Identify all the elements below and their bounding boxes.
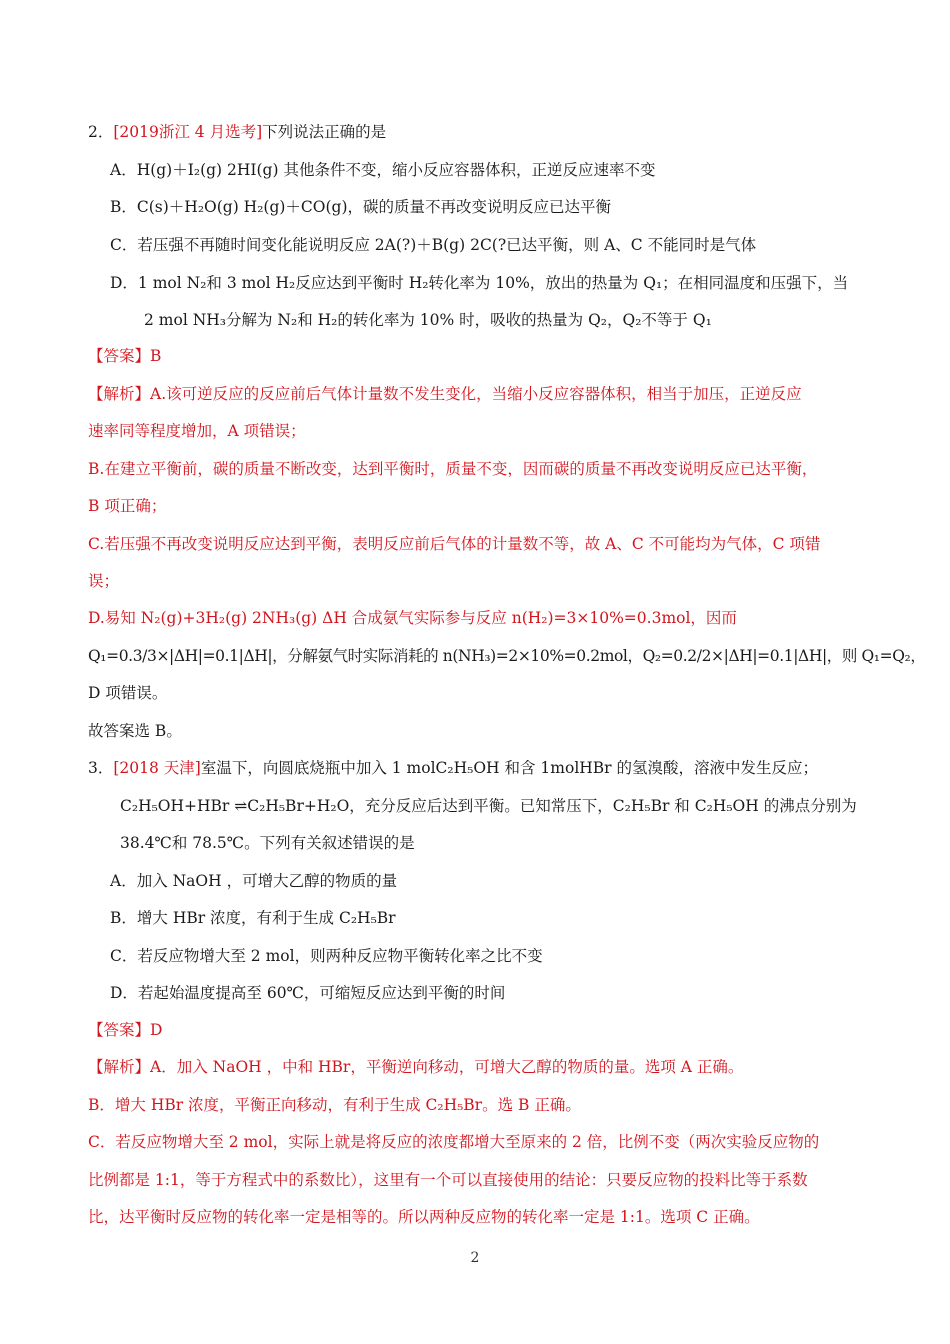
q2-analysis-line [88, 383, 802, 405]
q2-analysis-line: D.易知 N₂(g)+3H₂(g) 2NH₃(g) ΔH 合成氨气实际参与反应 n(H₂)=3×10%=0.3mol，因而 [88, 609, 737, 627]
q2-option-c: C．若压强不再随时间变化能说明反应 2A(?)＋B(g) 2C(?已达平衡，则 A、C 不能同时是气体 [110, 236, 757, 254]
q2-source: [2019浙江 4 月选考] [113, 123, 263, 141]
q3-stem-line3: 38.4℃和 78.5℃。下列有关叙述错误的是 [120, 834, 415, 852]
q2-analysis-line: B.在建立平衡前，碳的质量不断改变，达到平衡时，质量不变，因而碳的质量不再改变说明反应已达平衡， [88, 460, 818, 478]
q3-analysis-line [88, 1056, 743, 1078]
q3-answer-tag: 【答案】 [88, 1021, 151, 1039]
q2-answer-value: B [150, 347, 162, 365]
q2-option-d-line1: D．1 mol N₂和 3 mol H₂反应达到平衡时 H₂转化率为 10%，放出的热量为 Q₁；在相同温度和压强下，当 [110, 274, 849, 292]
q3-option-d: D．若起始温度提高至 60℃，可缩短反应达到平衡的时间 [110, 984, 506, 1002]
q3-answer-value: D [150, 1021, 163, 1039]
q2-analysis-line: 故答案选 B。 [88, 722, 182, 740]
q2-number: 2． [88, 123, 114, 141]
q2-option-a: A．H(g)＋I₂(g) 2HI(g) 其他条件不变，缩小反应容器体积，正逆反应速率不变 [110, 161, 656, 179]
q2-header [88, 121, 386, 143]
q3-stem-line2: C₂H₅OH+HBr ⇌C₂H₅Br+H₂O，充分反应后达到平衡。已知常压下，C₂H₅Br 和 C₂H₅OH 的沸点分别为 [120, 797, 857, 815]
q3-analysis-tag: 【解析】 [88, 1058, 151, 1076]
q2-analysis-line: 速率同等程度增加，A 项错误； [88, 422, 306, 440]
page-number: 2 [470, 1250, 480, 1266]
q2-stem: 下列说法正确的是 [262, 123, 387, 141]
q2-option-b: B．C(s)＋H₂O(g) H₂(g)＋CO(g)，碳的质量不再改变说明反应已达平衡 [110, 198, 612, 216]
q3-analysis-line: C．若反应物增大至 2 mol，实际上就是将反应的浓度都增大至原来的 2 倍，比例不变（两次实验反应物的 [88, 1133, 820, 1151]
q2-analysis-line: 误； [88, 572, 120, 590]
q3-number: 3． [88, 759, 114, 777]
q2-analysis-text: A.该可逆反应的反应前后气体计量数不发生变化，当缩小反应容器体积，相当于加压，正逆反应 [150, 385, 802, 403]
q3-analysis-line: 比例都是 1:1，等于方程式中的系数比），这里有一个可以直接使用的结论：只要反应物的投料比等于系数 [88, 1171, 808, 1189]
q3-analysis-text: A．加入 NaOH ，中和 HBr，平衡逆向移动，可增大乙醇的物质的量。选项 A 正确。 [150, 1058, 744, 1076]
q2-analysis-line: D 项错误。 [88, 684, 168, 702]
q2-analysis-line: B 项正确； [88, 497, 167, 515]
q2-analysis-line: Q₁=0.3/3×|ΔH|=0.1|ΔH|，分解氨气时实际消耗的 n(NH₃)=2×10%=0.2mol，Q₂=0.2/2×|ΔH|=0.1|ΔH|，则 Q₁=Q₂， [88, 647, 926, 665]
q3-analysis-line: 比，达平衡时反应物的转化率一定是相等的。所以两种反应物的转化率一定是 1:1。选项 C 正确。 [88, 1208, 760, 1226]
q3-option-c: C．若反应物增大至 2 mol，则两种反应物平衡转化率之比不变 [110, 947, 543, 965]
q3-header [88, 757, 818, 779]
q2-answer [88, 345, 161, 367]
q2-option-d-line2: 2 mol NH₃分解为 N₂和 H₂的转化率为 10% 时，吸收的热量为 Q₂，Q₂不等于 Q₁ [144, 311, 712, 329]
q3-source: [2018 天津] [113, 759, 201, 777]
q2-analysis-tag: 【解析】 [88, 385, 151, 403]
q3-analysis-line: B．增大 HBr 浓度，平衡正向移动，有利于生成 C₂H₅Br。选 B 正确。 [88, 1096, 581, 1114]
q2-analysis-line: C.若压强不再改变说明反应达到平衡，表明反应前后气体的计量数不等，故 A、C 不可能均为气体，C 项错 [88, 535, 821, 553]
q2-answer-tag: 【答案】 [88, 347, 151, 365]
q3-stem-line1: 室温下，向圆底烧瓶中加入 1 molC₂H₅OH 和含 1molHBr 的氢溴酸，溶液中发生反应； [200, 759, 819, 777]
q3-option-a: A．加入 NaOH ，可增大乙醇的物质的量 [110, 872, 398, 890]
q3-answer [88, 1019, 162, 1041]
q3-option-b: B．增大 HBr 浓度，有利于生成 C₂H₅Br [110, 909, 396, 927]
